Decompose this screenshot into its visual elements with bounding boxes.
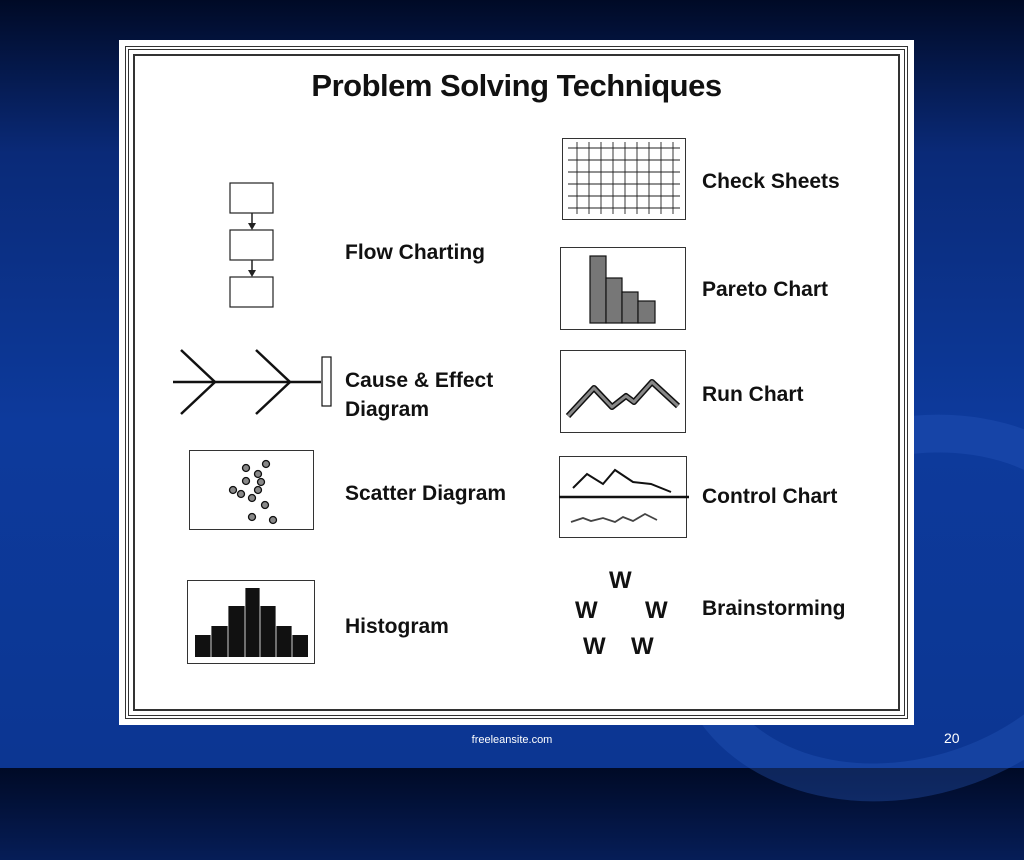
cause-effect-line1: Cause & Effect bbox=[345, 369, 494, 392]
brainstorming-label: Brainstorming bbox=[702, 597, 846, 620]
histogram-icon bbox=[187, 580, 315, 664]
brainstorming-icon bbox=[567, 565, 687, 665]
slide-title: Problem Solving Techniques bbox=[311, 68, 722, 103]
brainstorm-w-icon: W bbox=[631, 633, 654, 660]
footer-site: freeleansite.com bbox=[471, 734, 553, 746]
brainstorm-w-icon: W bbox=[645, 597, 668, 624]
fishbone-icon bbox=[171, 346, 336, 418]
check-sheet-icon bbox=[562, 138, 686, 220]
run-chart-label: Run Chart bbox=[702, 383, 804, 406]
pareto-chart-label: Pareto Chart bbox=[702, 278, 829, 301]
flow-charting-label: Flow Charting bbox=[345, 241, 485, 264]
flow-chart-icon bbox=[227, 180, 277, 310]
scatter-diagram-icon bbox=[189, 450, 314, 530]
brainstorm-w-icon: W bbox=[609, 567, 632, 594]
check-sheets-label: Check Sheets bbox=[702, 170, 840, 193]
cause-effect-label bbox=[345, 366, 493, 424]
pareto-chart-icon bbox=[560, 247, 686, 330]
slide-panel bbox=[119, 40, 914, 725]
brainstorm-w-icon: W bbox=[583, 633, 606, 660]
brainstorm-w-icon: W bbox=[575, 597, 598, 624]
cause-effect-line2: Diagram bbox=[345, 398, 430, 421]
control-chart-label: Control Chart bbox=[702, 485, 838, 508]
run-chart-icon bbox=[560, 350, 686, 433]
scatter-diagram-label: Scatter Diagram bbox=[345, 482, 507, 505]
histogram-label: Histogram bbox=[345, 615, 449, 638]
page-number: 20 bbox=[944, 730, 960, 746]
control-chart-icon bbox=[559, 456, 689, 538]
